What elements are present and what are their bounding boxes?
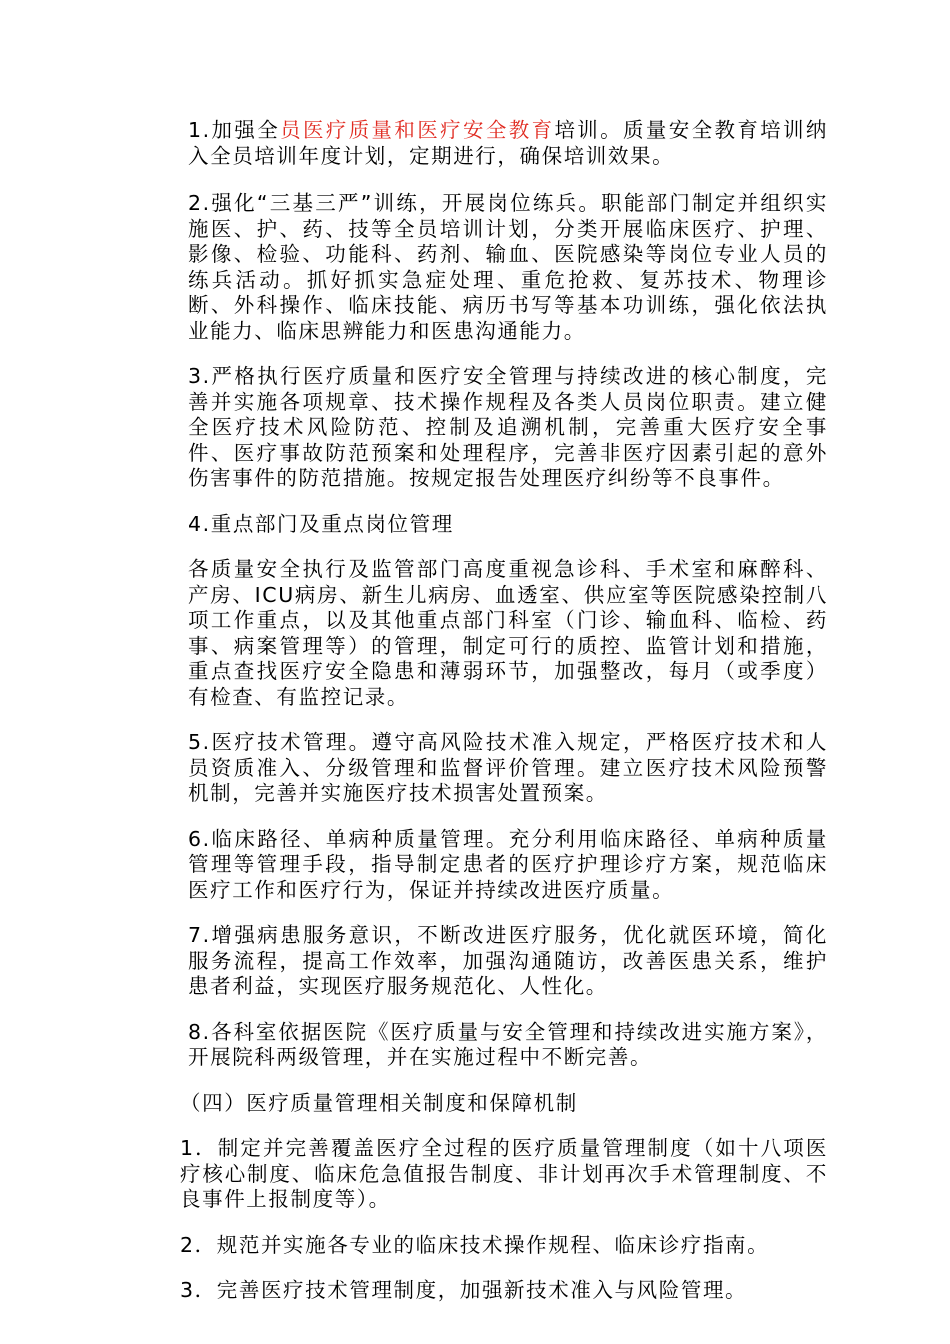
paragraph-3: 3.严格执行医疗质量和医疗安全管理与持续改进的核心制度，完善并实施各项规章、技术操作规程及各类人员岗位职责。建立健全医疗技术风险防范、控制及追溯机制，完善重大医疗安全事件、医疗事故防范预案和处理程序，完善非医疗因素引起的意外伤害事件的防范措施。按规定报告处理医疗纠纷等不良事件。 bbox=[188, 364, 828, 490]
paragraph-7: 7.增强病患服务意识，不断改进医疗服务，优化就医环境，简化服务流程，提高工作效率，加强沟通随访，改善医患关系，维护患者利益，实现医疗服务规范化、人性化。 bbox=[188, 923, 828, 998]
paragraph-1 bbox=[188, 118, 828, 169]
paragraph-6: 6.临床路径、单病种质量管理。充分利用临床路径、单病种质量管理等管理手段，指导制定患者的医疗护理诊疗方案，规范临床医疗工作和医疗行为，保证并持续改进医疗质量。 bbox=[188, 826, 828, 902]
paragraph-2: 2.强化“三基三严”训练，开展岗位练兵。职能部门制定并组织实施医、护、药、技等全员培训计划，分类开展临床医疗、护理、影像、检验、功能科、药剂、输血、医院感染等岗位专业人员的练兵活动。抓好抓实急症处理、重危抢救、复苏技术、物理诊断、外科操作、临床技能、病历书写等基本功训练，强化依法执业能力、临床思辨能力和医患沟通能力。 bbox=[188, 191, 828, 343]
section-4-item-1: 1．制定并完善覆盖医疗全过程的医疗质量管理制度（如十八项医疗核心制度、临床危急值报告制度、非计划再次手术管理制度、不良事件上报制度等）。 bbox=[180, 1136, 828, 1211]
paragraph-1-prefix: 1.加强全 bbox=[188, 118, 281, 142]
paragraph-8: 8.各科室依据医院《医疗质量与安全管理和持续改进实施方案》，开展院科两级管理，并在实施过程中不断完善。 bbox=[188, 1019, 828, 1069]
section-4-item-2: 2．规范并实施各专业的临床技术操作规程、临床诊疗指南。 bbox=[180, 1232, 770, 1257]
paragraph-1-suffix: 培训。质量安全教育培训纳入全员培训年度计划，定期进行，确保培训效果。 bbox=[188, 118, 829, 168]
document-page bbox=[180, 118, 829, 1324]
paragraph-5: 5.医疗技术管理。遵守高风险技术准入规定，严格医疗技术和人员资质准入、分级管理和监督评价管理。建立医疗技术风险预警机制，完善并实施医疗技术损害处置预案。 bbox=[188, 730, 828, 805]
section-4-heading: （四）医疗质量管理相关制度和保障机制 bbox=[180, 1090, 578, 1115]
paragraph-4-heading: 4.重点部门及重点岗位管理 bbox=[188, 511, 454, 536]
paragraph-4-body: 各质量安全执行及监管部门高度重视急诊科、手术室和麻醉科、产房、ICU病房、新生儿病房、血透室、供应室等医院感染控制八项工作重点，以及其他重点部门科室（门诊、输血科、临检、药事、病案管理等）的管理，制定可行的质控、监管计划和措施，重点查找医疗安全隐患和薄弱环节，加强整改，每月（或季度）有检查、有监控记录。 bbox=[188, 557, 828, 709]
section-4-item-3: 3．完善医疗技术管理制度，加强新技术准入与风险管理。 bbox=[180, 1278, 748, 1302]
paragraph-1-highlight: 员医疗质量和医疗安全教育 bbox=[280, 118, 555, 142]
